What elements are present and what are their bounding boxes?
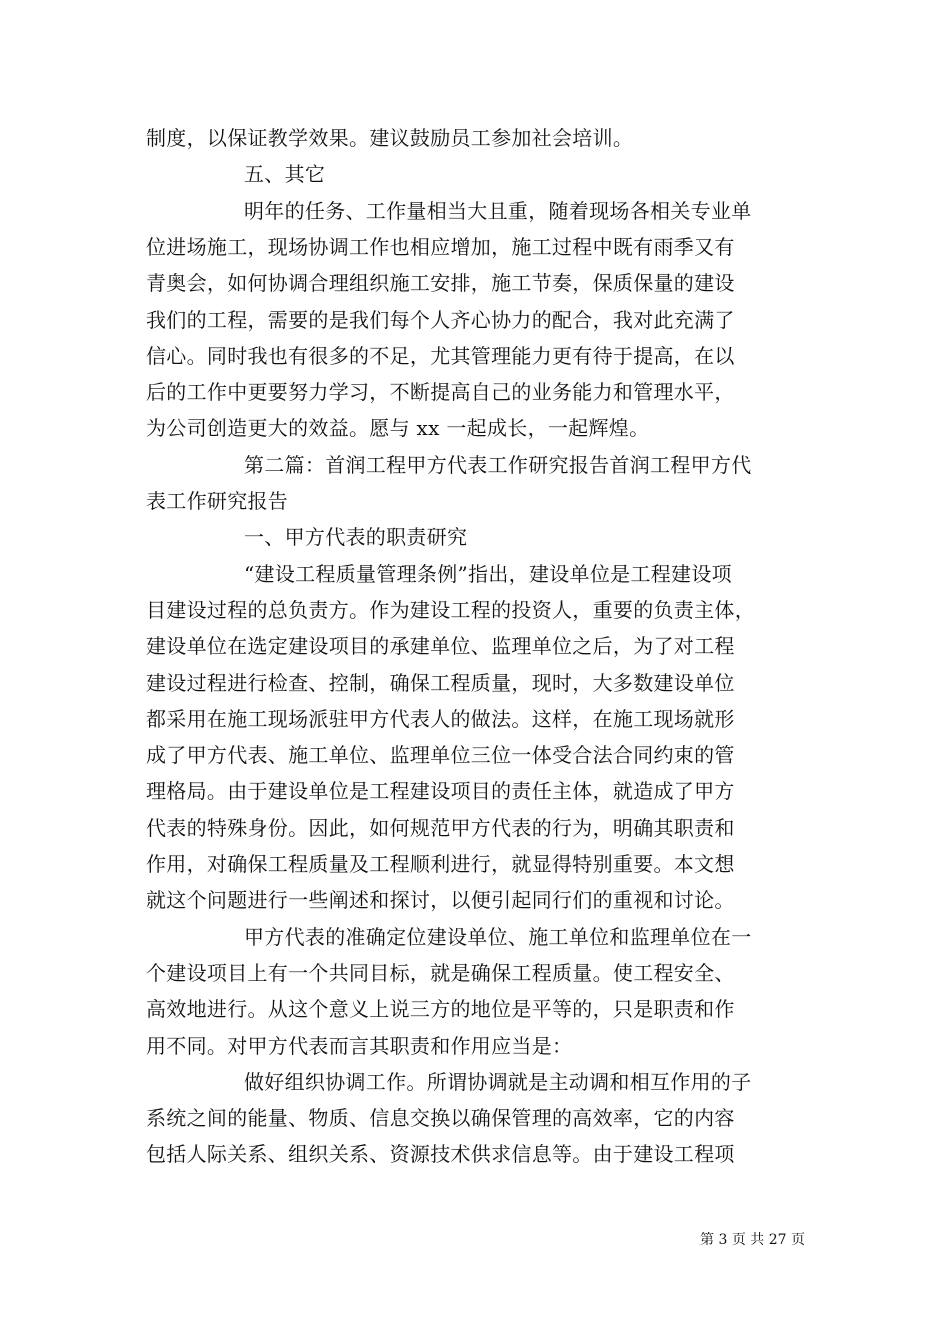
text-line: 我们的工程，需要的是我们每个人齐心协力的配合，我对此充满了 xyxy=(146,307,735,332)
text-line: 信心。同时我也有很多的不足，尤其管理能力更有待于提高，在以 xyxy=(146,343,735,368)
text-line: 一、甲方代表的职责研究 xyxy=(244,525,468,550)
text-line: 高效地进行。从这个意义上说三方的地位是平等的，只是职责和作 xyxy=(146,997,735,1022)
text-line: 成了甲方代表、施工单位、监理单位三位一体受合法合同约束的管 xyxy=(146,743,735,768)
text-line: 就这个问题进行一些阐述和探讨，以便引起同行们的重视和讨论。 xyxy=(146,888,735,913)
text-line: 制度，以保证教学效果。建议鼓励员工参加社会培训。 xyxy=(146,126,634,150)
text-line: “建设工程质量管理条例”指出，建设单位是工程建设项 xyxy=(244,561,732,586)
text-line: 都采用在施工现场派驻甲方代表人的做法。这样，在施工现场就形 xyxy=(146,706,735,731)
text-line: 目建设过程的总负责方。作为建设工程的投资人，重要的负责主体， xyxy=(146,597,755,622)
text-line: 第二篇：首润工程甲方代表工作研究报告首润工程甲方代 xyxy=(244,452,752,477)
text-line: 个建设项目上有一个共同目标，就是确保工程质量。使工程安全、 xyxy=(146,960,735,985)
text-line: 为公司创造更大的效益。愿与 xx 一起成长，一起辉煌。 xyxy=(146,416,650,441)
text-line: 后的工作中更要努力学习，不断提高自己的业务能力和管理水平， xyxy=(146,380,735,405)
text-line: 理格局。由于建设单位是工程建设项目的责任主体，就造成了甲方 xyxy=(146,779,735,804)
text-line: 系统之间的能量、物质、信息交换以确保管理的高效率，它的内容 xyxy=(146,1106,735,1131)
text-line: 建设过程进行检查、控制，确保工程质量，现时，大多数建设单位 xyxy=(146,670,735,695)
text-line: 作用，对确保工程质量及工程顺利进行，就显得特别重要。本文想 xyxy=(146,852,735,876)
text-line: 五、其它 xyxy=(244,162,326,187)
text-line: 包括人际关系、组织关系、资源技术供求信息等。由于建设工程项 xyxy=(146,1142,735,1167)
text-line: 代表的特殊身份。因此，如何规范甲方代表的行为，明确其职责和 xyxy=(146,815,735,840)
text-line: 做好组织协调工作。所谓协调就是主动调和相互作用的子 xyxy=(244,1069,752,1094)
text-line: 甲方代表的准确定位建设单位、施工单位和监理单位在一 xyxy=(244,924,752,949)
text-line: 明年的任务、工作量相当大且重，随着现场各相关专业单 xyxy=(244,198,752,223)
text-line: 表工作研究报告 xyxy=(146,489,289,513)
text-line: 青奥会，如何协调合理组织施工安排，施工节奏，保质保量的建设 xyxy=(146,271,735,296)
text-line: 用不同。对甲方代表而言其职责和作用应当是： xyxy=(146,1033,573,1058)
text-line: 建设单位在选定建设项目的承建单位、监理单位之后，为了对工程 xyxy=(146,634,735,659)
text-line: 位进场施工，现场协调工作也相应增加，施工过程中既有雨季又有 xyxy=(146,234,735,259)
page-number-footer: 第 3 页 共 27 页 xyxy=(700,1232,805,1248)
